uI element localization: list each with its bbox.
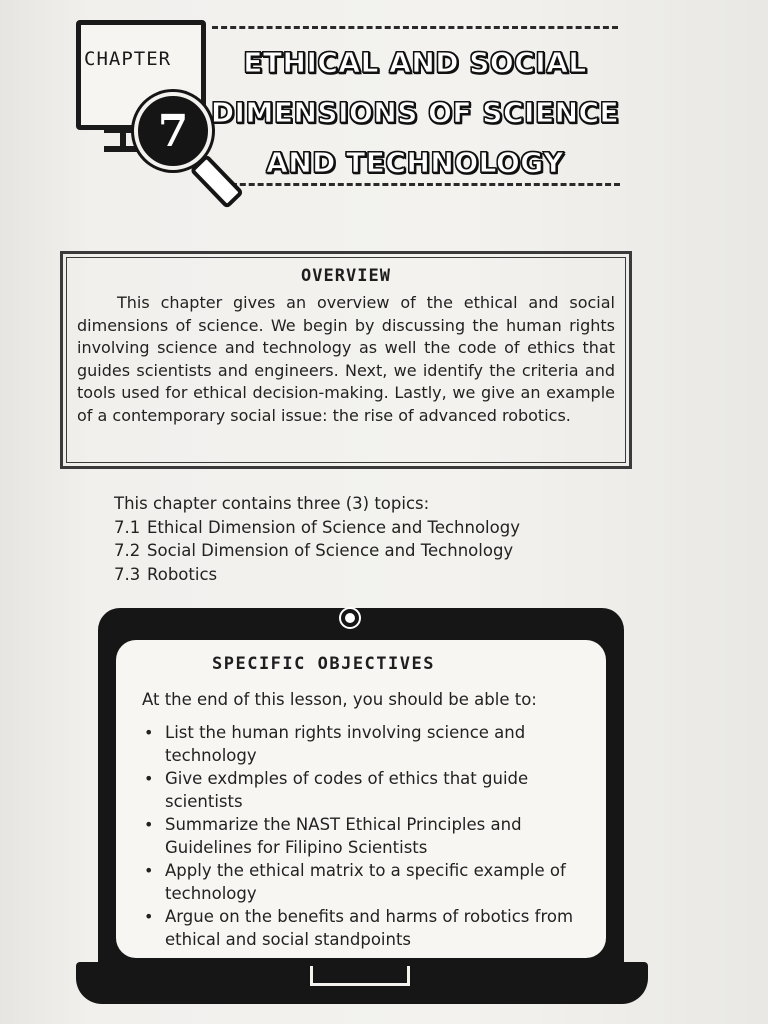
objectives-heading: SPECIFIC OBJECTIVES [212,654,435,674]
overview-body: This chapter gives an overview of the ethical and social dimensions of science. We begin by discussing the human rights involving science and technology as well the code of ethics that guides scientists and engineers. Next, we identify the criteria and tools used for ethical decision-making. Lastly, we give an example of a contemporary social issue: the rise of advanced robotics. [77,293,615,425]
chapter-title-line-2: DIMENSIONS OF SCIENCE [210,96,620,129]
topic-number: 7.1 [114,517,141,537]
topic-number: 7.3 [114,564,141,584]
objective-item: • Summarize the NAST Ethical Principles and Guidelines for Filipino Scientists [140,813,600,859]
topics-intro: This chapter contains three (3) topics: [114,494,430,513]
laptop-trackpad-icon [310,966,410,986]
objectives-intro: At the end of this lesson, you should be able to: [142,690,537,709]
chapter-title-line-1: ETHICAL AND SOCIAL [243,46,587,79]
topic-title: Robotics [147,564,218,584]
topic-number: 7.2 [114,541,141,560]
objective-item: • Argue on the benefits and harms of robotics from ethical and social standpoints [140,905,600,951]
chapter-label: CHAPTER [84,48,172,70]
monitor-stand-base-icon [104,146,142,152]
laptop-camera-icon [341,609,359,627]
objective-item: • List the human rights involving science and technology [140,721,600,767]
topics-list [114,492,520,586]
topic-item [114,539,520,563]
objectives-list [140,721,600,951]
chapter-title [210,38,620,188]
header-top-rule [212,26,618,29]
topic-title: Ethical Dimension of Science and Technology [147,517,520,537]
overview-box [60,251,632,469]
topic-title: Social Dimension of Science and Technology [147,541,514,560]
overview-inner-frame [66,257,626,463]
objective-item: • Apply the ethical matrix to a specific example of technology [140,859,600,905]
topic-item [114,516,520,540]
chapter-number-badge: 7 [134,92,212,170]
overview-heading: OVERVIEW [301,266,391,286]
objective-item: • Give exdmples of codes of ethics that guide scientists [140,767,600,813]
chapter-title-line-3: AND TECHNOLOGY [266,146,564,179]
topic-item [114,563,520,587]
